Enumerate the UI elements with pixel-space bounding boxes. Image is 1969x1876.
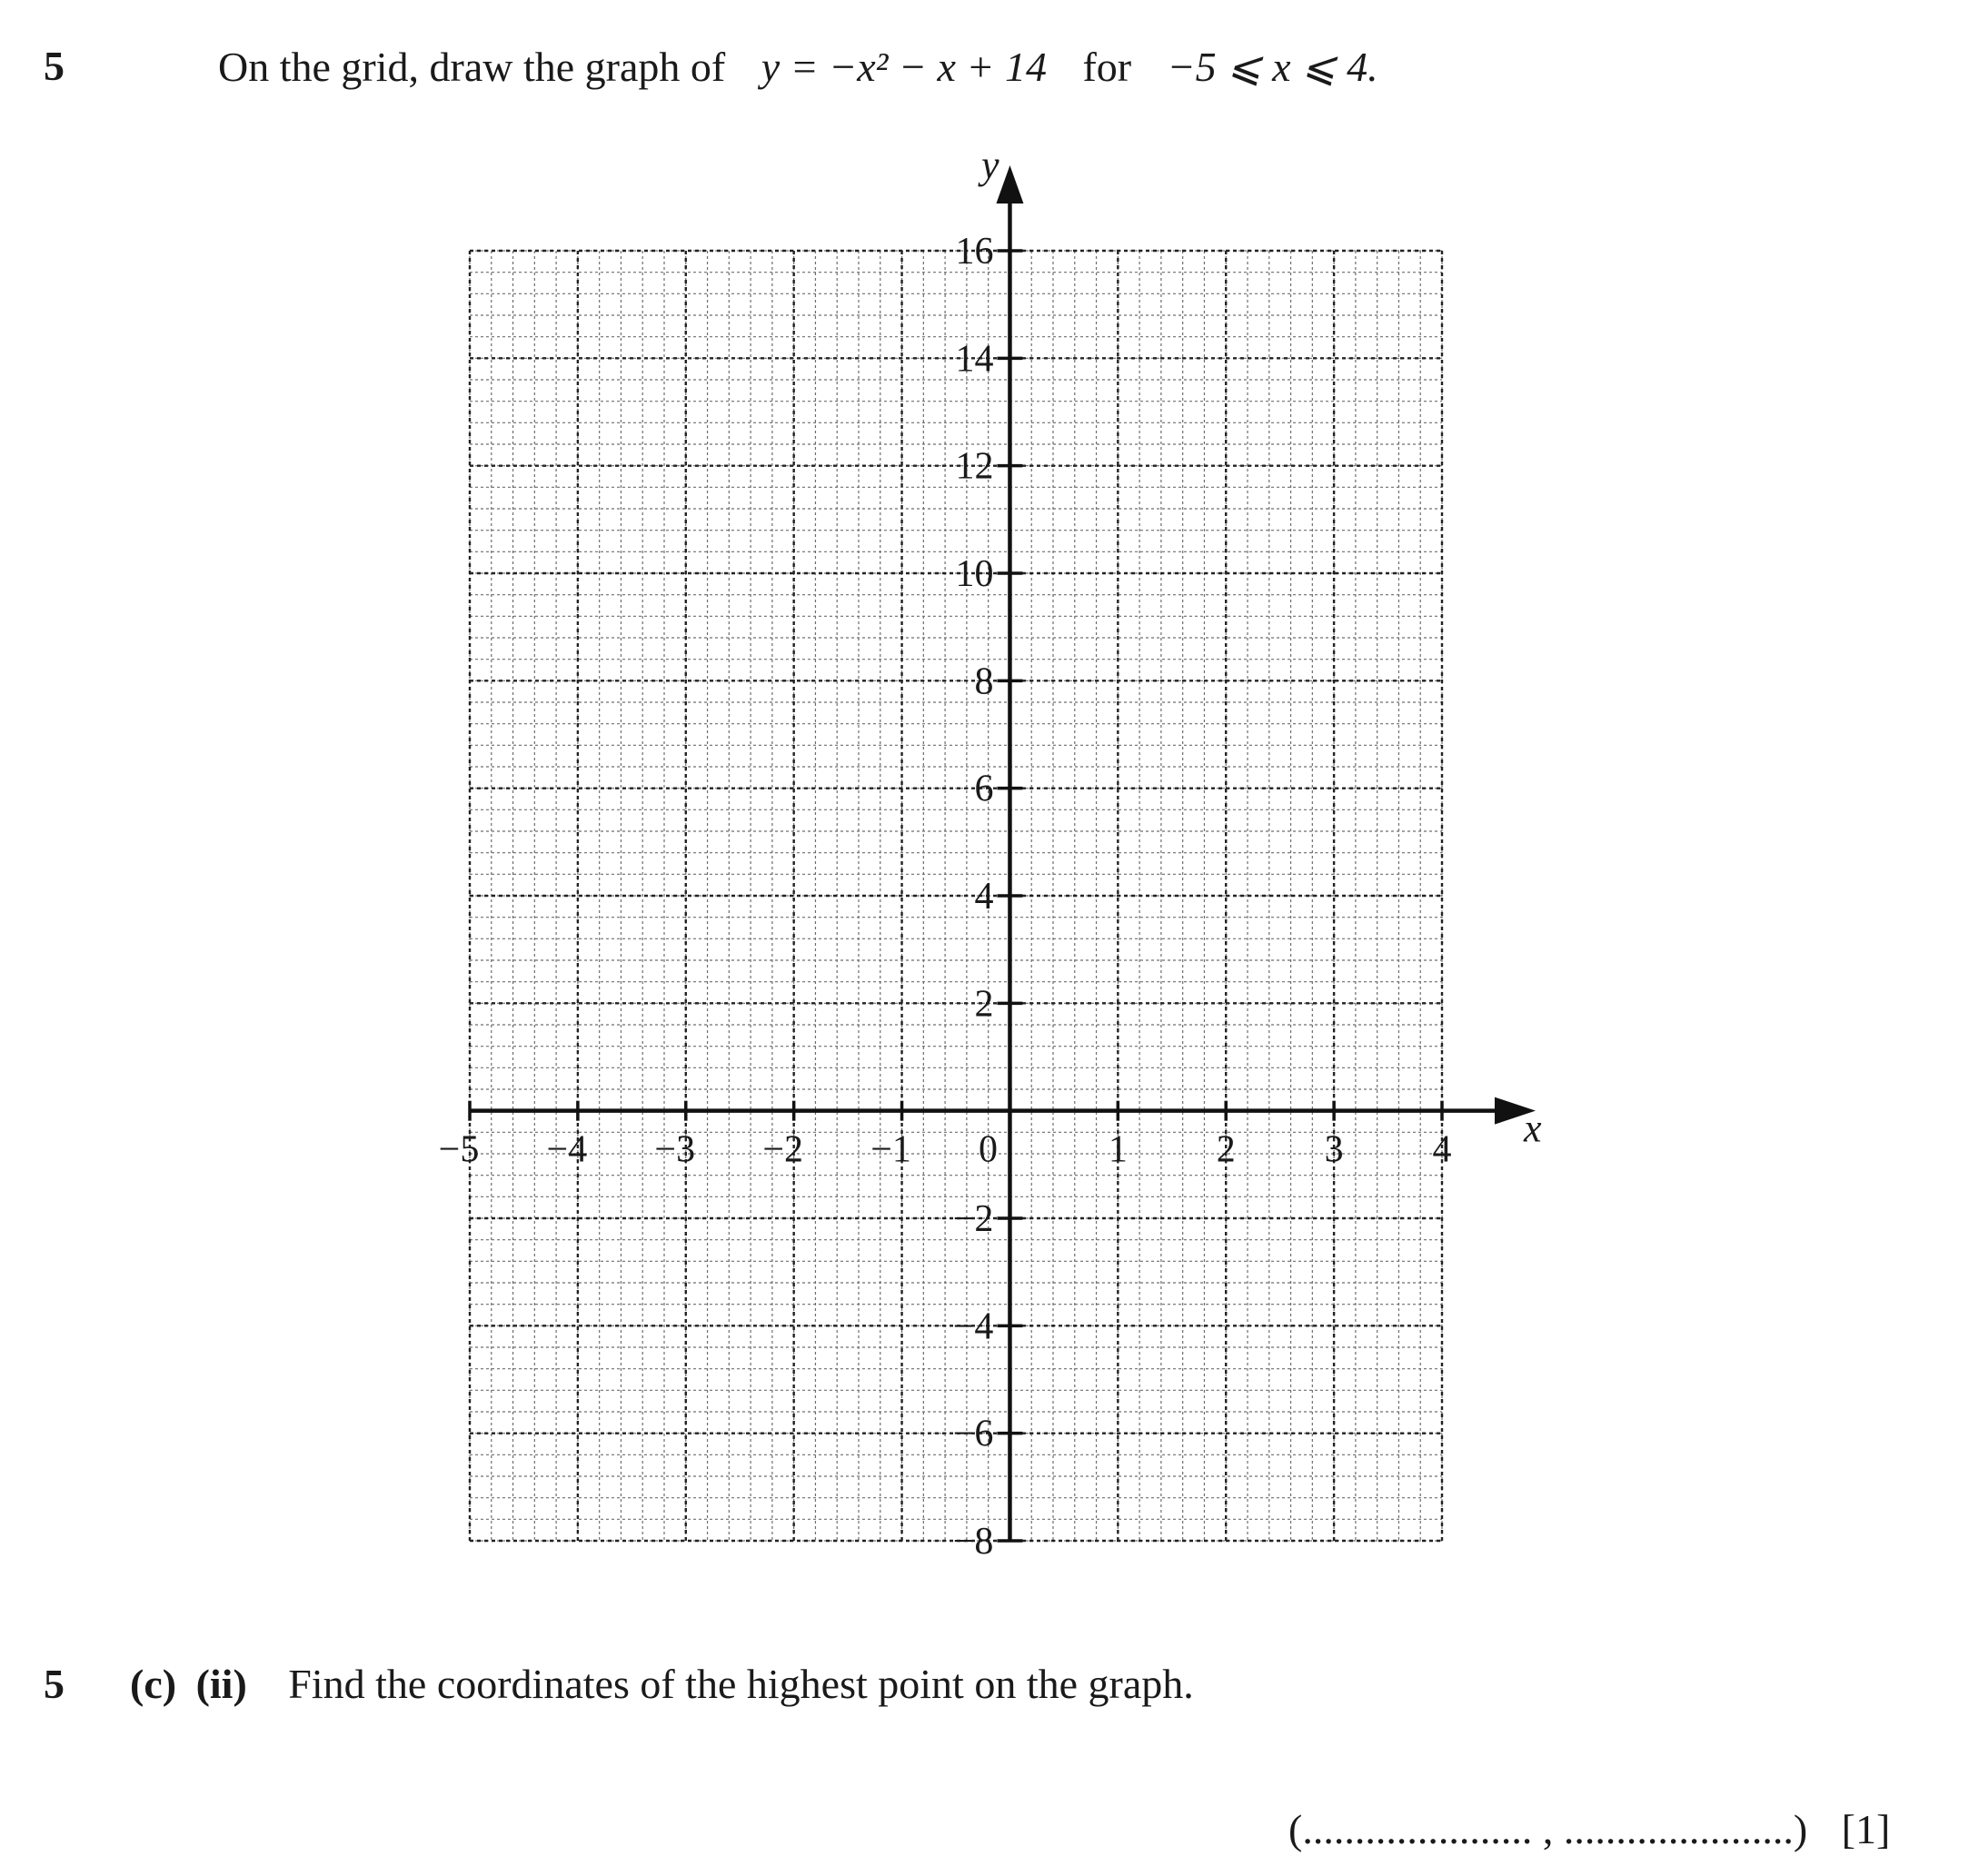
answer-line[interactable]: (...................... , ......................) bbox=[1288, 1806, 1808, 1852]
x-tick-label: −4 bbox=[546, 1128, 588, 1171]
y-tick-label: −8 bbox=[952, 1521, 994, 1563]
y-tick-label: 4 bbox=[974, 876, 994, 918]
y-tick-label: 10 bbox=[955, 553, 994, 595]
question-part-prompt bbox=[130, 1660, 1194, 1708]
x-tick-label: 0 bbox=[978, 1128, 998, 1171]
x-tick-label: −3 bbox=[654, 1128, 696, 1171]
y-tick-label: −4 bbox=[952, 1305, 994, 1348]
x-axis-label: x bbox=[1524, 1106, 1542, 1151]
question-number-part: 5 bbox=[44, 1661, 65, 1707]
y-axis-label: y bbox=[981, 143, 999, 187]
question-number: 5 bbox=[44, 43, 65, 89]
x-tick-label: 2 bbox=[1216, 1128, 1236, 1171]
y-tick-label: 2 bbox=[974, 983, 994, 1026]
y-tick-label: 8 bbox=[974, 660, 994, 703]
marks-badge: [1] bbox=[1841, 1806, 1891, 1852]
y-tick-label: 16 bbox=[955, 231, 994, 273]
subpart-label: (ii) bbox=[195, 1661, 247, 1707]
part-question-text: Find the coordinates of the highest point on the graph. bbox=[288, 1661, 1194, 1707]
y-tick-label: −6 bbox=[952, 1413, 994, 1455]
x-tick-label: 1 bbox=[1108, 1128, 1128, 1171]
y-tick-label: 12 bbox=[955, 445, 994, 488]
y-tick-label: −2 bbox=[952, 1198, 994, 1240]
part-label: (c) bbox=[130, 1661, 177, 1707]
x-tick-label: −1 bbox=[870, 1128, 911, 1171]
question-text: On the grid, draw the graph of bbox=[218, 44, 726, 90]
equation: y = −x² − x + 14 bbox=[761, 44, 1047, 90]
y-tick-label: 14 bbox=[955, 338, 994, 381]
x-tick-label: 3 bbox=[1324, 1128, 1344, 1171]
answer-area bbox=[1288, 1805, 1890, 1853]
x-tick-label: −5 bbox=[438, 1128, 480, 1171]
y-axis-arrow bbox=[996, 165, 1023, 203]
domain-inequality: −5 ⩽ x ⩽ 4. bbox=[1167, 44, 1378, 90]
x-tick-label: 4 bbox=[1432, 1128, 1452, 1171]
y-tick-label: 6 bbox=[974, 768, 994, 810]
x-tick-label: −2 bbox=[762, 1128, 804, 1171]
for-word: for bbox=[1082, 44, 1132, 90]
